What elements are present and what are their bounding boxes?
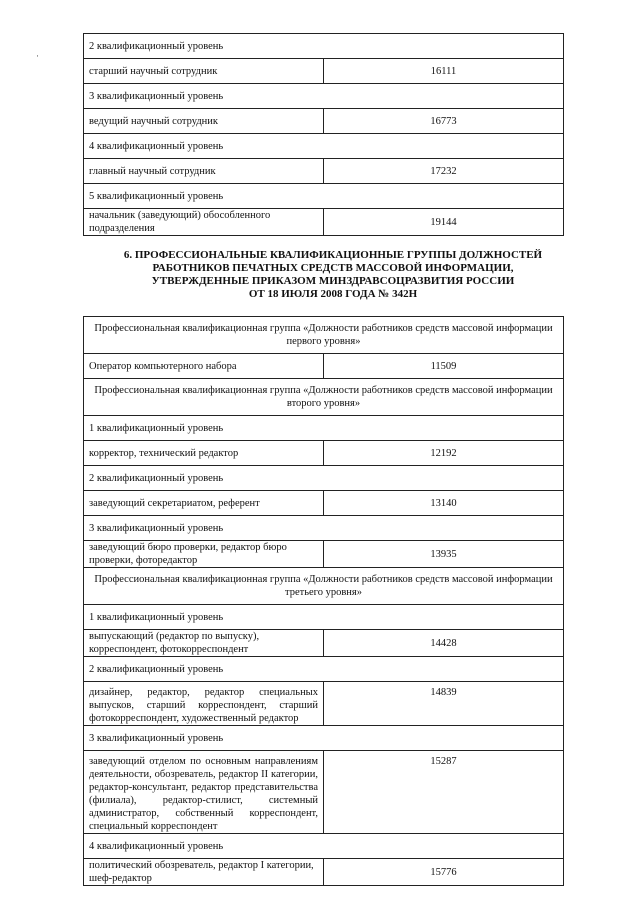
position-cell: старший научный сотрудник [84, 59, 324, 84]
salary-value-cell: 13935 [324, 541, 564, 568]
salary-value-cell: 16111 [324, 59, 564, 84]
table-row [84, 491, 564, 516]
group-header-cell: Профессиональная квалификационная группа «Должности работников средств массовой информации третьего уровня» [84, 568, 564, 605]
salary-value-cell: 19144 [324, 209, 564, 236]
table-row [84, 59, 564, 84]
salary-value-cell: 17232 [324, 159, 564, 184]
level-row [84, 605, 564, 630]
level-row [84, 726, 564, 751]
group-header-cell: Профессиональная квалификационная группа «Должности работников средств массовой информации второго уровня» [84, 379, 564, 416]
level-row [84, 657, 564, 682]
level-row [84, 834, 564, 859]
level-row [84, 466, 564, 491]
level-row [84, 516, 564, 541]
level-row [84, 34, 564, 59]
salary-value-cell: 16773 [324, 109, 564, 134]
salary-value-cell: 15287 [324, 751, 564, 834]
level-cell: 1 квалификационный уровень [84, 416, 564, 441]
level-cell: 4 квалификационный уровень [84, 134, 564, 159]
position-cell: начальник (заведующий) обособленного подразделения [84, 209, 324, 236]
salary-value-cell: 11509 [324, 354, 564, 379]
salary-value-cell: 15776 [324, 859, 564, 886]
level-cell: 2 квалификационный уровень [84, 34, 564, 59]
position-cell: дизайнер, редактор, редактор специальных выпусков, старший корреспондент, старший фотокорреспондент, художественный редактор [84, 682, 324, 726]
scan-mark: · [36, 51, 39, 61]
table-row [84, 354, 564, 379]
position-cell: заведующий секретариатом, референт [84, 491, 324, 516]
table-row [84, 859, 564, 886]
table-row [84, 682, 564, 726]
table-row [84, 109, 564, 134]
table-row [84, 541, 564, 568]
level-cell: 2 квалификационный уровень [84, 466, 564, 491]
level-row [84, 84, 564, 109]
position-cell: Оператор компьютерного набора [84, 354, 324, 379]
level-row [84, 416, 564, 441]
level-cell: 3 квалификационный уровень [84, 84, 564, 109]
level-row [84, 184, 564, 209]
salary-value-cell: 12192 [324, 441, 564, 466]
heading-line: УТВЕРЖДЕННЫЕ ПРИКАЗОМ МИНЗДРАВСОЦРАЗВИТИЯ РОССИИ [151, 275, 515, 287]
heading-line: 6. ПРОФЕССИОНАЛЬНЫЕ КВАЛИФИКАЦИОННЫЕ ГРУППЫ ДОЛЖНОСТЕЙ [123, 249, 543, 261]
position-cell: выпускающий (редактор по выпуску), корреспондент, фотокорреспондент [84, 630, 324, 657]
table-row [84, 159, 564, 184]
section-heading [100, 249, 566, 301]
table-row [84, 751, 564, 834]
table-row [84, 630, 564, 657]
level-cell: 2 квалификационный уровень [84, 657, 564, 682]
group-header-row [84, 379, 564, 416]
table-row [84, 441, 564, 466]
level-cell: 1 квалификационный уровень [84, 605, 564, 630]
group-header-cell: Профессиональная квалификационная группа «Должности работников средств массовой информации первого уровня» [84, 317, 564, 354]
position-cell: политический обозреватель, редактор I категории, шеф-редактор [84, 859, 324, 886]
position-cell: заведующий отделом по основным направлениям деятельности, обозреватель, редактор II категории, редактор-консультант, редактор представительства (филиала), редактор-стилист, системный администратор, собственный корреспондент, специальный корреспондент [84, 751, 324, 834]
salary-value-cell: 14839 [324, 682, 564, 726]
salary-value-cell: 14428 [324, 630, 564, 657]
table-row [84, 209, 564, 236]
group-header-row [84, 317, 564, 354]
level-cell: 3 квалификационный уровень [84, 516, 564, 541]
main-salary-table [83, 316, 564, 886]
heading-line: РАБОТНИКОВ ПЕЧАТНЫХ СРЕДСТВ МАССОВОЙ ИНФОРМАЦИИ, [152, 262, 514, 274]
position-cell: главный научный сотрудник [84, 159, 324, 184]
level-cell: 4 квалификационный уровень [84, 834, 564, 859]
group-header-row [84, 568, 564, 605]
position-cell: корректор, технический редактор [84, 441, 324, 466]
level-cell: 3 квалификационный уровень [84, 726, 564, 751]
level-cell: 5 квалификационный уровень [84, 184, 564, 209]
top-salary-table [83, 33, 564, 236]
heading-line: ОТ 18 ИЮЛЯ 2008 ГОДА № 342Н [248, 288, 418, 300]
position-cell: ведущий научный сотрудник [84, 109, 324, 134]
salary-value-cell: 13140 [324, 491, 564, 516]
level-row [84, 134, 564, 159]
position-cell: заведующий бюро проверки, редактор бюро проверки, фоторедактор [84, 541, 324, 568]
